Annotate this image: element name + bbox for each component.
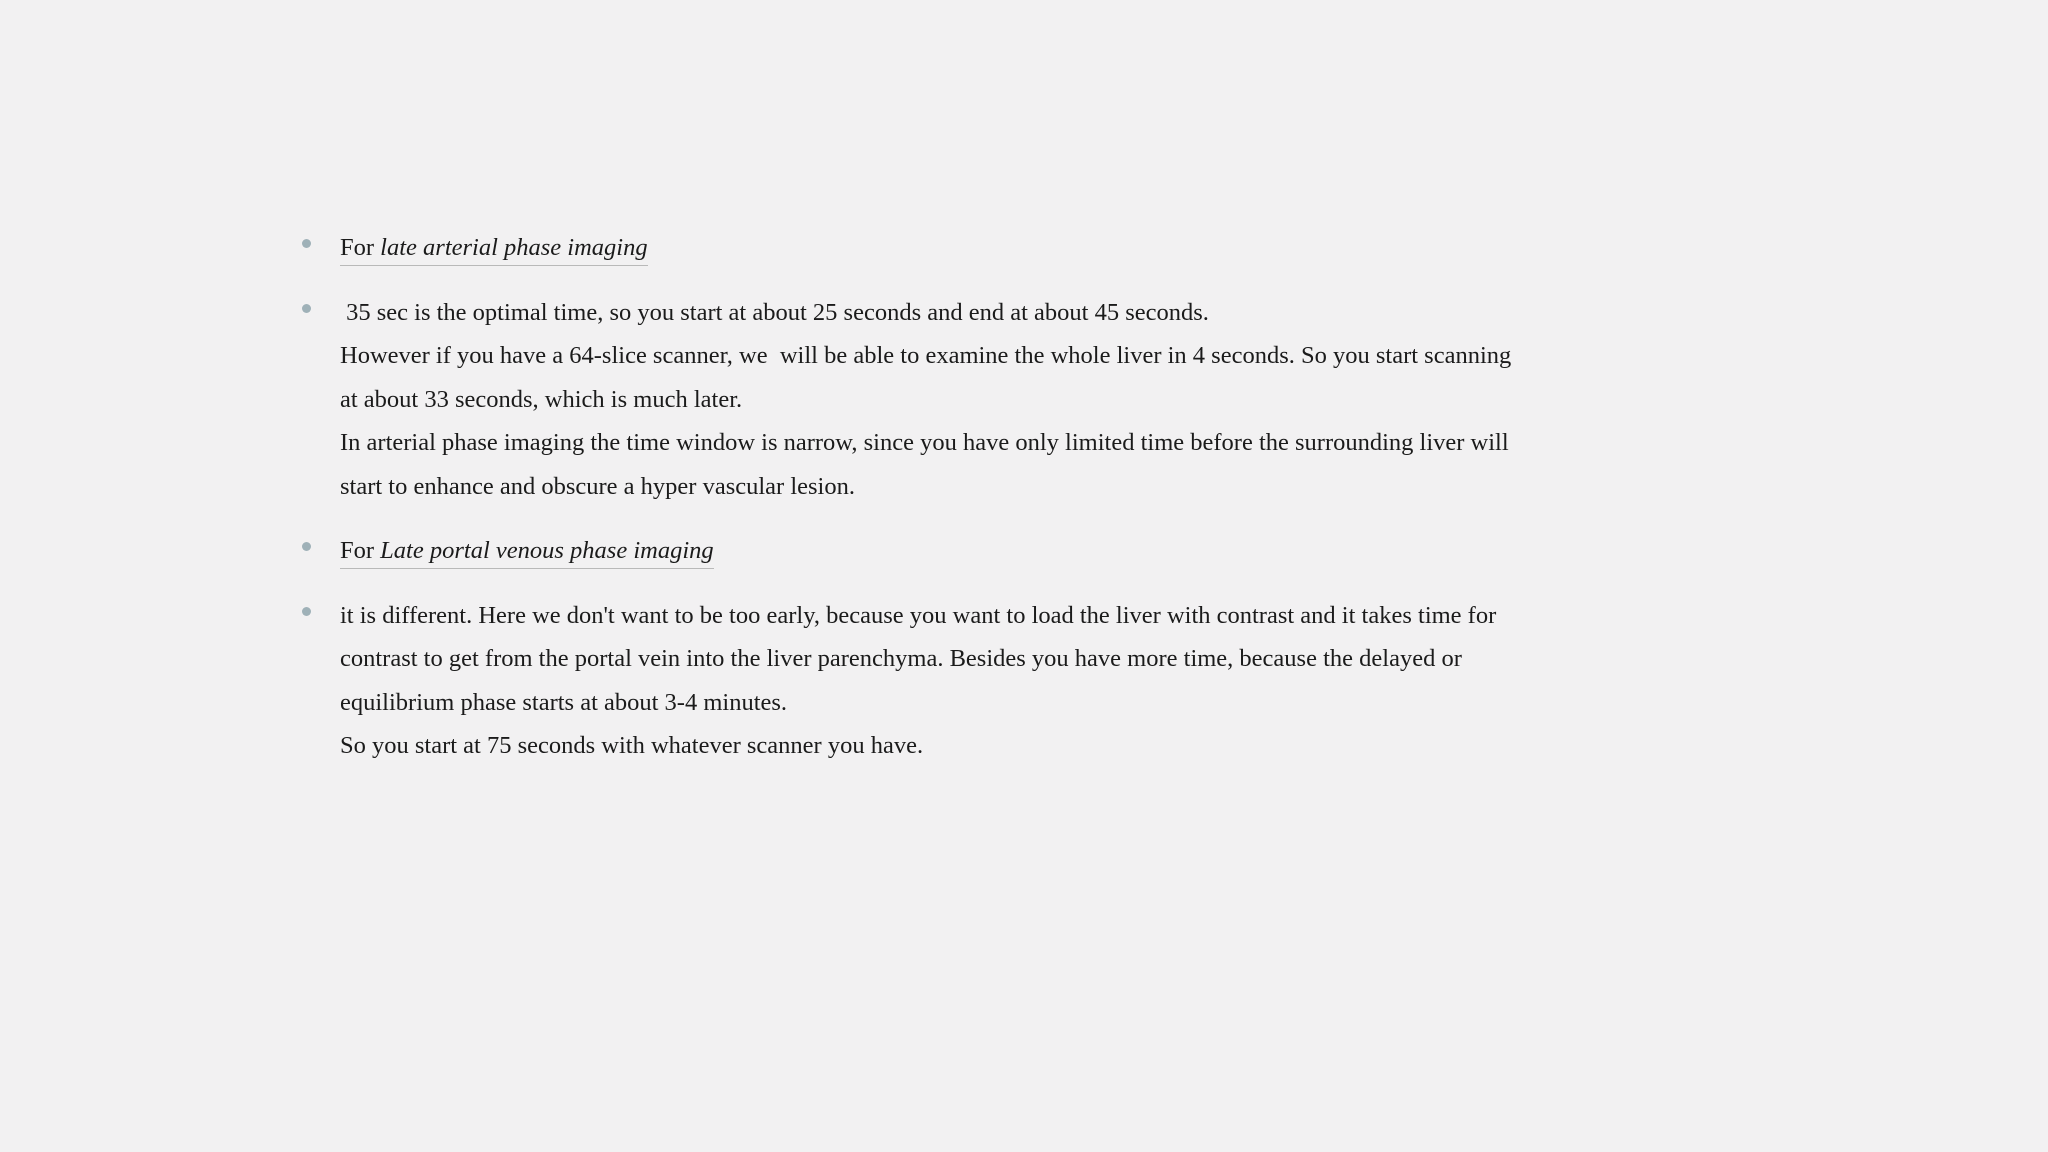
bullet-dot-icon [302,304,311,313]
paragraph-line: In arterial phase imaging the time window is narrow, since you have only limited time before the surrounding liver will [340,429,1509,456]
bullet-item-arterial-text [300,291,1580,509]
bullet-item-arterial-heading [300,226,1580,270]
portal-venous-phase-heading [340,534,714,569]
bullet-dot-icon [302,239,311,248]
bullet-list [300,226,1580,789]
bullet-item-portal-heading [300,529,1580,573]
paragraph-line: So you start at 75 seconds with whatever scanner you have. [340,732,924,759]
bullet-dot-icon [302,542,311,551]
paragraph-line: 35 sec is the optimal time, so you start at about 25 seconds and end at about 45 seconds. [340,298,1209,326]
arterial-phase-heading [340,231,648,266]
bullet-dot-icon [302,607,311,616]
paragraph-line: However if you have a 64-slice scanner, we will be able to examine the whole liver in 4 seconds. So you start scanning [340,342,1512,369]
bullet-item-portal-text [300,594,1580,768]
heading-prefix: For [340,537,381,564]
paragraph-line: contrast to get from the portal vein into the liver parenchyma. Besides you have more time, because the delayed or [340,645,1462,672]
heading-emphasis: late arterial phase imaging [380,234,648,261]
paragraph-line: at about 33 seconds, which is much later. [340,385,743,413]
paragraph-line: equilibrium phase starts at about 3-4 minutes. [340,688,788,716]
paragraph-line: start to enhance and obscure a hyper vascular lesion. [340,472,855,500]
heading-prefix: For [340,234,381,261]
heading-emphasis: Late portal venous phase imaging [380,537,714,564]
paragraph-line: it is different. Here we don't want to be too early, because you want to load the liver with contrast and it takes time for [340,601,1497,629]
